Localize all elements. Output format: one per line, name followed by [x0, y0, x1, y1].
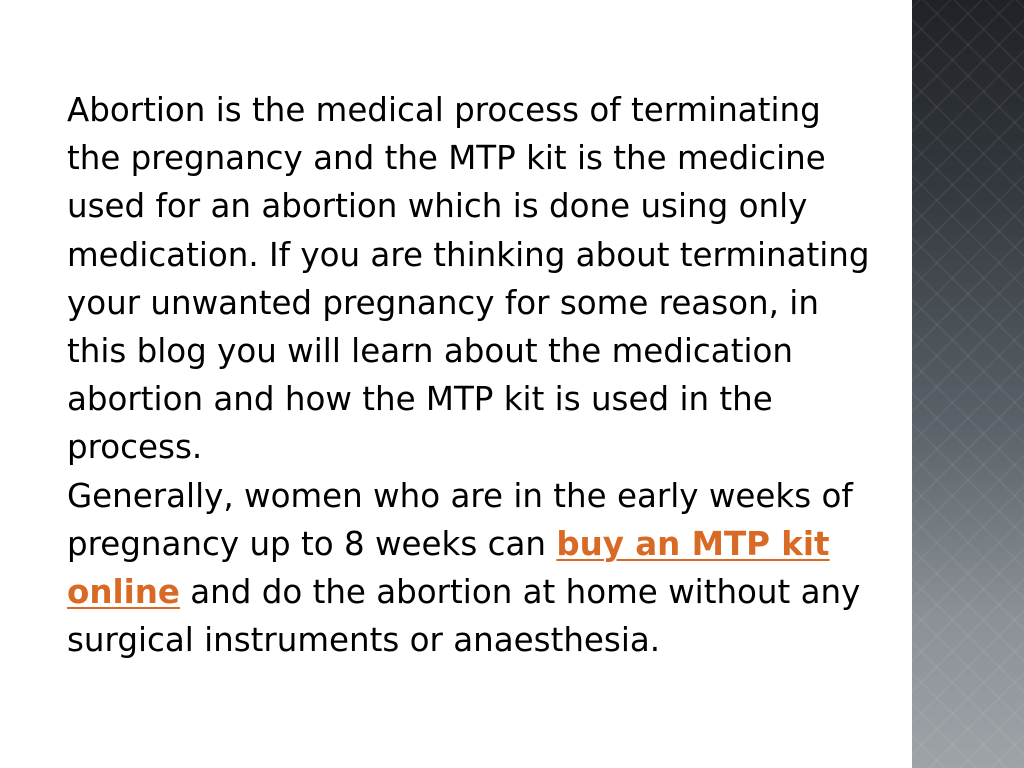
text-line: Generally, women who are in the early weeks of	[67, 476, 853, 515]
text-line: and do the abortion at home without any	[179, 573, 861, 612]
text-line: surgical instruments or anaesthesia.	[67, 621, 661, 660]
intro-paragraph	[67, 86, 967, 472]
text-line: pregnancy up to 8 weeks can	[67, 524, 557, 563]
text-line: abortion and how the MTP kit is used in the	[67, 380, 773, 419]
slide-body-text	[67, 86, 967, 664]
link-text-part2[interactable]: online	[67, 573, 180, 612]
text-line: the pregnancy and the MTP kit is the medicine	[67, 139, 826, 178]
second-paragraph	[67, 472, 967, 665]
text-line: Abortion is the medical process of terminating	[67, 91, 821, 129]
text-line: this blog you will learn about the medication	[67, 332, 793, 371]
text-line: process.	[67, 428, 203, 467]
text-line: your unwanted pregnancy for some reason, in	[67, 283, 819, 322]
link-text-part1[interactable]: buy an MTP kit	[556, 524, 830, 563]
text-line: medication. If you are thinking about terminating	[67, 235, 870, 274]
text-line: used for an abortion which is done using only	[67, 187, 808, 226]
